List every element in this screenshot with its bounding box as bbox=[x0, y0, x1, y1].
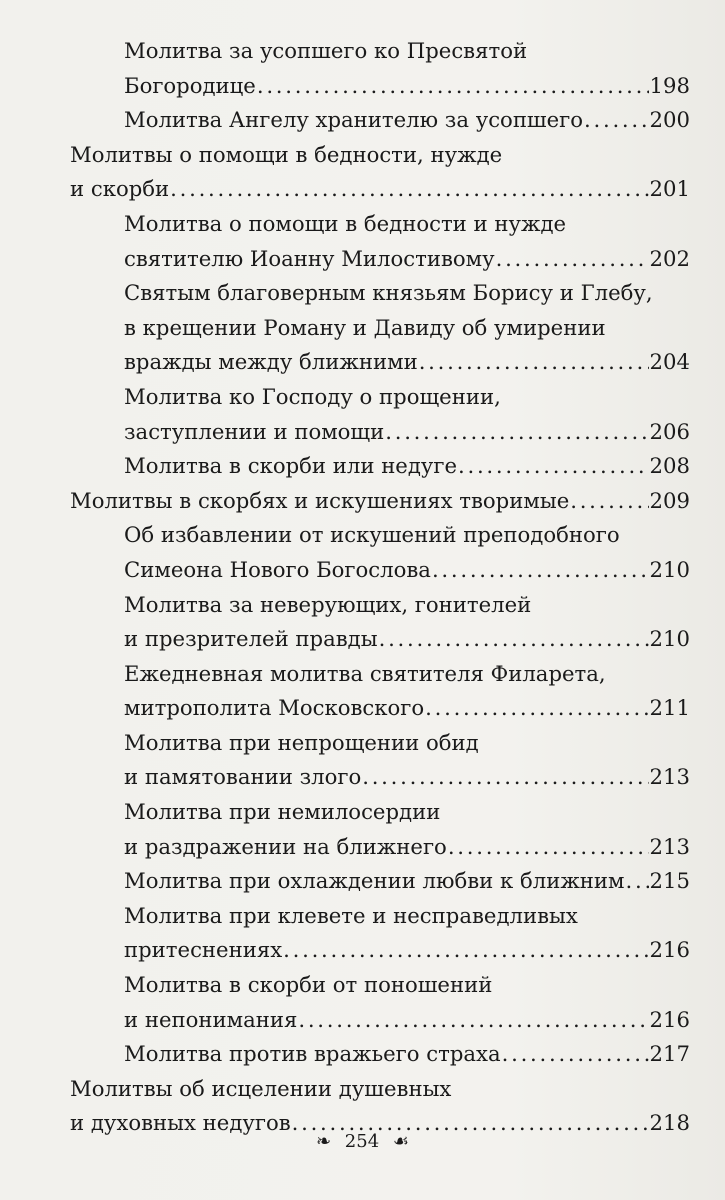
toc-page-number: 208 bbox=[649, 453, 690, 479]
toc-page-number: 201 bbox=[649, 176, 690, 202]
toc-entry-title-line: притеснениях bbox=[124, 937, 283, 963]
toc-page-number: 218 bbox=[649, 1110, 690, 1136]
toc-entry-title-line: Святым благоверным князьям Борису и Глебу, bbox=[124, 280, 653, 306]
toc-page-number: 215 bbox=[649, 868, 690, 894]
dot-leader bbox=[502, 1037, 649, 1072]
toc-entry bbox=[70, 899, 690, 968]
toc-page-number: 211 bbox=[649, 695, 690, 721]
dot-leader bbox=[432, 553, 649, 588]
toc-entry-last-line bbox=[124, 1003, 690, 1038]
toc-entry-title-line: и непонимания bbox=[124, 1006, 298, 1032]
toc-entry bbox=[70, 138, 690, 207]
dot-leader bbox=[419, 345, 649, 380]
toc-entry-title-line: и скорби bbox=[70, 176, 170, 202]
toc-entry-title-line: Молитва о помощи в бедности и нужде bbox=[124, 210, 567, 236]
toc-entry-title-line: Молитва в скорби от поношений bbox=[124, 972, 493, 998]
toc-entry-title-line: и памятовании злого bbox=[124, 764, 362, 790]
toc-entry-title-line: Молитва Ангелу хранителю за усопшего bbox=[124, 107, 584, 133]
toc-entry-last-line bbox=[124, 69, 690, 104]
toc-entry-last-line bbox=[124, 1037, 690, 1072]
toc-entry bbox=[70, 968, 690, 1037]
dot-leader bbox=[283, 933, 648, 968]
toc-entry-title-line: и раздражении на ближнего bbox=[124, 833, 447, 859]
ornament-left-icon: ❧ bbox=[315, 1131, 332, 1152]
page-footer bbox=[0, 1131, 725, 1152]
toc-entry bbox=[70, 518, 690, 587]
toc-entry-title-line: Молитва ко Господу о прощении, bbox=[124, 383, 501, 409]
toc-entry-last-line bbox=[124, 760, 690, 795]
toc-entry bbox=[70, 380, 690, 449]
toc-entry-title-line: Молитва при немилосердии bbox=[124, 799, 441, 825]
toc-page-number: 202 bbox=[649, 245, 690, 271]
toc-entry-last-line bbox=[124, 691, 690, 726]
toc-page-number: 216 bbox=[649, 1006, 690, 1032]
toc-entry-last-line bbox=[124, 345, 690, 380]
toc-entry bbox=[70, 657, 690, 726]
toc-entry-title-line: Молитвы в скорбях и искушениях творимые bbox=[70, 487, 570, 513]
toc-entry-title-line: Молитва при клевете и несправедливых bbox=[124, 902, 578, 928]
table-of-contents bbox=[70, 34, 690, 1141]
toc-page-number: 210 bbox=[649, 556, 690, 582]
toc-page-number: 210 bbox=[649, 626, 690, 652]
toc-page-number: 216 bbox=[649, 937, 690, 963]
toc-entry-last-line bbox=[124, 242, 690, 277]
toc-entry bbox=[70, 103, 690, 138]
toc-entry-title-line: Молитвы об исцелении душевных bbox=[70, 1075, 452, 1101]
toc-entry bbox=[70, 588, 690, 657]
toc-entry bbox=[70, 34, 690, 103]
toc-page-number: 209 bbox=[649, 487, 690, 513]
toc-entry-title-line: Молитва в скорби или недуге bbox=[124, 453, 457, 479]
ornament-right-icon: ☙ bbox=[392, 1131, 410, 1152]
dot-leader bbox=[257, 69, 649, 104]
toc-entry bbox=[70, 276, 690, 380]
dot-leader bbox=[170, 172, 648, 207]
toc-entry-last-line bbox=[124, 864, 690, 899]
toc-entry-title-line: Молитва при непрощении обид bbox=[124, 729, 479, 755]
toc-entry-title-line: Молитва за усопшего ко Пресвятой bbox=[124, 38, 528, 63]
toc-entry-title-line: Молитва при охлаждении любви к ближним bbox=[124, 868, 625, 894]
toc-entry-last-line bbox=[124, 830, 690, 865]
toc-entry bbox=[70, 864, 690, 899]
toc-entry-last-line bbox=[124, 553, 690, 588]
toc-entry bbox=[70, 484, 690, 519]
dot-leader bbox=[448, 830, 649, 865]
toc-page-number: 206 bbox=[649, 418, 690, 444]
toc-entry-last-line bbox=[124, 415, 690, 450]
dot-leader bbox=[425, 691, 648, 726]
toc-entry-title-line: святителю Иоанну Милостивому bbox=[124, 245, 495, 271]
toc-entry-title-line: и духовных недугов bbox=[70, 1110, 291, 1136]
toc-entry bbox=[70, 795, 690, 864]
dot-leader bbox=[626, 864, 649, 899]
dot-leader bbox=[298, 1003, 648, 1038]
dot-leader bbox=[362, 760, 648, 795]
toc-page-number: 204 bbox=[649, 349, 690, 375]
dot-leader bbox=[570, 484, 648, 519]
dot-leader bbox=[379, 622, 649, 657]
toc-entry-title-line: Богородице bbox=[124, 72, 256, 98]
toc-entry bbox=[70, 207, 690, 276]
toc-entry-last-line bbox=[124, 449, 690, 484]
toc-page-number: 217 bbox=[649, 1041, 690, 1067]
toc-entry-title-line: и презрителей правды bbox=[124, 626, 378, 652]
toc-entry-title-line: вражды между ближними bbox=[124, 349, 418, 375]
toc-entry-title-line: Симеона Нового Богослова bbox=[124, 556, 431, 582]
toc-entry-last-line bbox=[70, 484, 690, 519]
page-number: 254 bbox=[344, 1131, 380, 1152]
toc-entry bbox=[70, 726, 690, 795]
toc-entry-title-line: митрополита Московского bbox=[124, 695, 425, 721]
toc-entry-title-line: Молитвы о помощи в бедности, нужде bbox=[70, 141, 503, 167]
dot-leader bbox=[584, 103, 649, 138]
toc-entry-last-line bbox=[124, 933, 690, 968]
toc-entry-last-line bbox=[124, 103, 690, 138]
dot-leader bbox=[496, 242, 649, 277]
toc-entry-title-line: в крещении Роману и Давиду об умирении bbox=[124, 314, 606, 340]
dot-leader bbox=[458, 449, 649, 484]
toc-page-number: 200 bbox=[649, 107, 690, 133]
dot-leader bbox=[385, 415, 648, 450]
toc-entry-title-line: заступлении и помощи bbox=[124, 418, 385, 444]
toc-page-number: 213 bbox=[649, 764, 690, 790]
toc-page-number: 198 bbox=[649, 72, 690, 98]
toc-entry-last-line bbox=[124, 622, 690, 657]
toc-entry bbox=[70, 1037, 690, 1072]
toc-entry-title-line: Об избавлении от искушений преподобного bbox=[124, 522, 620, 548]
toc-entry-title-line: Молитва за неверующих, гонителей bbox=[124, 591, 532, 617]
toc-page-number: 213 bbox=[649, 833, 690, 859]
toc-entry-title-line: Молитва против вражьего страха bbox=[124, 1041, 501, 1067]
toc-entry bbox=[70, 449, 690, 484]
toc-entry-last-line bbox=[70, 172, 690, 207]
toc-entry-title-line: Ежедневная молитва святителя Филарета, bbox=[124, 660, 606, 686]
